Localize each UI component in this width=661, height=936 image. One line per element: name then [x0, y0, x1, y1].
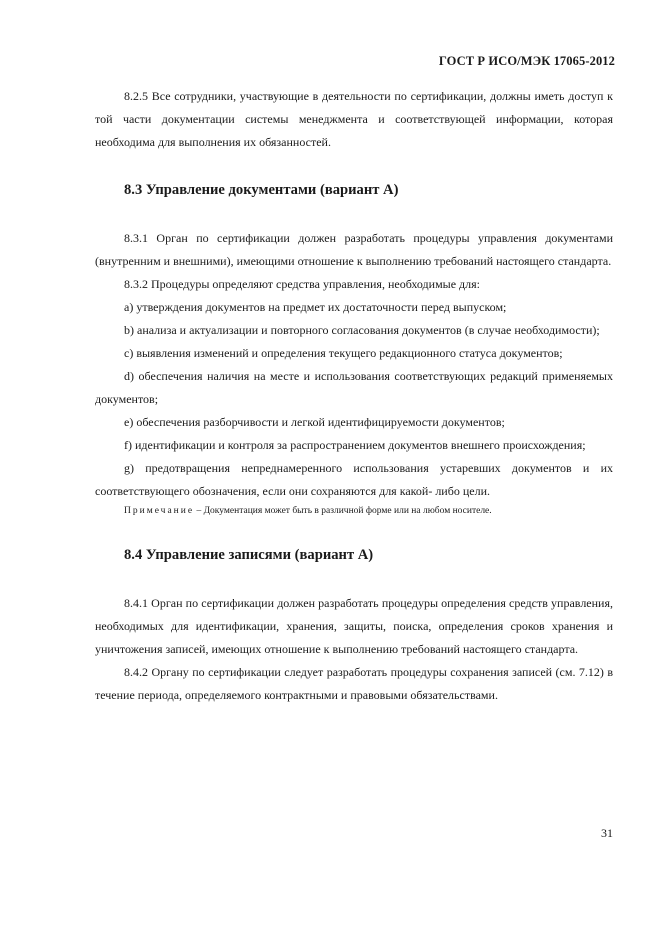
note-label: Примечание — [124, 506, 195, 516]
paragraph-8-3-2: 8.3.2 Процедуры определяют средства управления, необходимые для: — [124, 277, 480, 291]
page-content — [95, 85, 613, 707]
list-item-g: g) предотвращения непреднамеренного использования устаревших документов и их соответствующего обозначения, если они сохраняются для какой- либо цели. — [95, 461, 613, 498]
paragraph-8-3-1: 8.3.1 Орган по сертификации должен разработать процедуры управления документами (внутренним и внешними), имеющими отношение к выполнению требований настоящего стандарта. — [95, 231, 613, 268]
page-number: 31 — [601, 826, 613, 840]
paragraph-8-4-1: 8.4.1 Орган по сертификации должен разработать процедуры определения средств управления, необходимых для идентификации, хранения, защиты, поиска, определения сроков хранения и уничтожения записей, имеющих отношение к выполнению требований настоящего стандарта. — [95, 596, 613, 656]
section-heading-8-3: 8.3 Управление документами (вариант А) — [124, 182, 399, 198]
list-item-b: b) анализа и актуализации и повторного согласования документов (в случае необходимости); — [124, 323, 600, 337]
document-code-header: ГОСТ Р ИСО/МЭК 17065-2012 — [438, 54, 615, 68]
section-heading-8-4: 8.4 Управление записями (вариант А) — [124, 547, 374, 563]
list-item-a: a) утверждения документов на предмет их достаточности перед выпуском; — [124, 300, 507, 314]
paragraph-8-4-2: 8.4.2 Органу по сертификации следует разработать процедуры сохранения записей (см. 7.12) в течение периода, определяемого контрактными и правовыми обязательствами. — [95, 665, 613, 702]
list-item-e: e) обеспечения разборчивости и легкой идентифицируемости документов; — [124, 415, 505, 429]
paragraph-8-2-5: 8.2.5 Все сотрудники, участвующие в деятельности по сертификации, должны иметь доступ к той части документации системы менеджмента и соответствующей информации, которая необходима для выполнения их обязанностей. — [95, 89, 613, 149]
list-item-c: c) выявления изменений и определения текущего редакционного статуса документов; — [124, 346, 563, 360]
list-item-f: f) идентификации и контроля за распространением документов внешнего происхождения; — [124, 438, 586, 452]
note-text: – Документация может быть в различной форме или на любом носителе. — [194, 506, 492, 516]
list-item-d: d) обеспечения наличия на месте и использования соответствующих редакций применяемых документов; — [95, 369, 613, 406]
note — [95, 503, 613, 519]
